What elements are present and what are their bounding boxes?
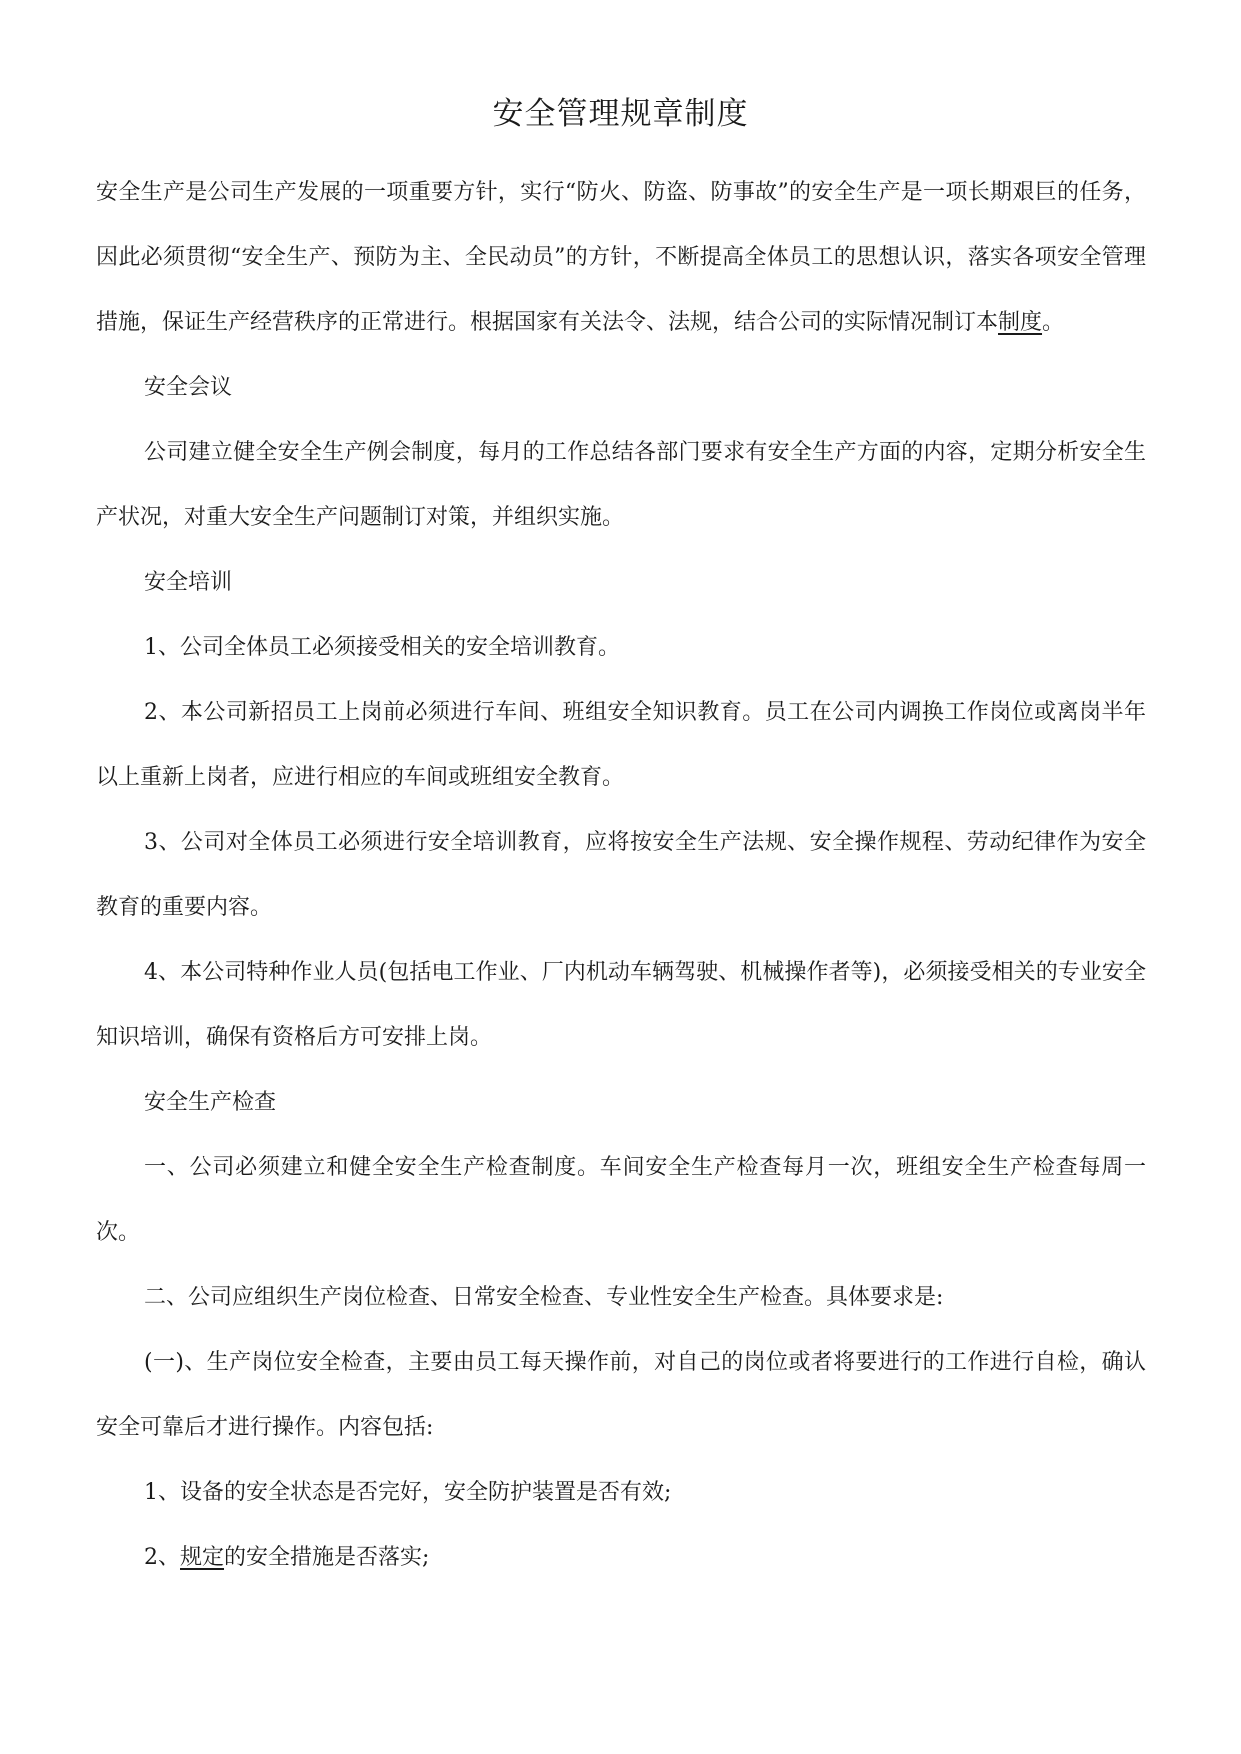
training-item-1: 1、公司全体员工必须接受相关的安全培训教育。 [144, 635, 620, 660]
inspection-sub-1: (一)、生产岗位安全检查，主要由员工每天操作前，对自己的岗位或者将要进行的工作进行自检，确认安全可靠后才进行操作。内容包括: [96, 1350, 1146, 1440]
inspection-sub-1-item-2 [96, 1525, 1146, 1590]
training-item-3: 3、公司对全体员工必须进行安全培训教育，应将按安全生产法规、安全操作规程、劳动纪律作为安全教育的重要内容。 [96, 830, 1146, 920]
intro-tail: 。 [1042, 310, 1065, 335]
section-heading-inspection: 安全生产检查 [144, 1090, 277, 1115]
section-heading-training: 安全培训 [144, 570, 233, 595]
sub-item-2-suffix: 的安全措施是否落实; [224, 1545, 430, 1570]
document-title: 安全管理规章制度 [492, 96, 749, 132]
inspection-sub-1-item-1: 1、设备的安全状态是否完好，安全防护装置是否有效; [144, 1480, 672, 1505]
section-heading-meeting: 安全会议 [144, 375, 233, 400]
intro-underlined-word: 制度 [998, 310, 1043, 335]
inspection-item-2: 二、公司应组织生产岗位检查、日常安全检查、专业性安全生产检查。具体要求是: [144, 1285, 944, 1310]
inspection-item-1: 一、公司必须建立和健全安全生产检查制度。车间安全生产检查每月一次，班组安全生产检查每周一次。 [96, 1155, 1146, 1245]
training-item-2: 2、本公司新招员工上岗前必须进行车间、班组安全知识教育。员工在公司内调换工作岗位或离岗半年以上重新上岗者，应进行相应的车间或班组安全教育。 [96, 700, 1146, 790]
meeting-paragraph: 公司建立健全安全生产例会制度，每月的工作总结各部门要求有安全生产方面的内容，定期分析安全生产状况，对重大安全生产问题制订对策，并组织实施。 [96, 440, 1146, 530]
sub-item-2-prefix: 2、 [144, 1545, 180, 1570]
sub-item-2-underlined-word: 规定 [180, 1545, 225, 1570]
training-item-4: 4、本公司特种作业人员(包括电工作业、厂内机动车辆驾驶、机械操作者等)，必须接受相关的专业安全知识培训，确保有资格后方可安排上岗。 [96, 960, 1146, 1050]
document-body [96, 160, 1146, 1590]
intro-text: 安全生产是公司生产发展的一项重要方针，实行“防火、防盗、防事故”的安全生产是一项长期艰巨的任务，因此必须贯彻“安全生产、预防为主、全民动员”的方针，不断提高全体员工的思想认识，落实各项安全管理措施，保证生产经营秩序的正常进行。根据国家有关法令、法规，结合公司的实际情况制订本 [96, 180, 1146, 335]
intro-paragraph [96, 160, 1146, 355]
